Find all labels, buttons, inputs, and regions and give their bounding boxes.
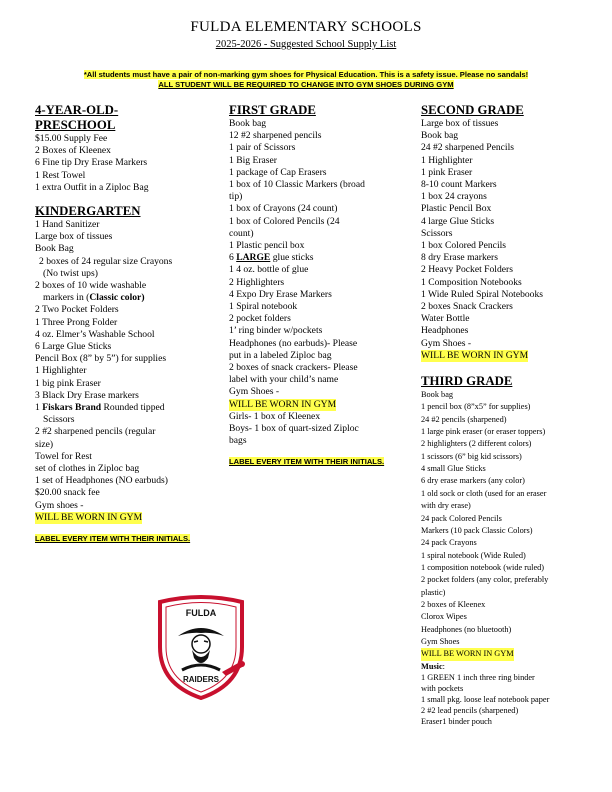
list-item: 2 Boxes of Kleenex bbox=[35, 145, 111, 157]
list-item: 2 boxes of 10 wide washable bbox=[35, 280, 147, 292]
label-instruction bbox=[229, 457, 409, 467]
list-item-continued: count) bbox=[229, 227, 254, 239]
list-item-continued: put in a labeled Ziploc bag bbox=[229, 349, 332, 361]
column-first-grade bbox=[229, 103, 409, 467]
list-item: Large box of tissues bbox=[421, 118, 499, 129]
list-item-continued: size) bbox=[35, 438, 54, 450]
list-item-continued bbox=[35, 292, 215, 304]
list-item: Gym Shoes - bbox=[229, 386, 280, 398]
list-item bbox=[35, 402, 215, 414]
list-item: 1 GREEN 1 inch three ring binder bbox=[421, 672, 535, 682]
list-item: Pencil Box (8” by 5”) for supplies bbox=[35, 353, 167, 365]
list-item: 2 pocket folders (any color, preferably bbox=[421, 575, 549, 585]
list-item: 1 Composition Notebooks bbox=[421, 276, 522, 288]
list-item: 1 pencil box (8”x5” for supplies) bbox=[421, 402, 531, 412]
fiskars-brand-text: Fiskars Brand bbox=[42, 402, 102, 414]
list-item: Headphones bbox=[421, 325, 469, 337]
list-item: 1 Spiral notebook bbox=[229, 301, 298, 313]
label-instruction bbox=[35, 534, 215, 544]
list-item: Plastic Pencil Box bbox=[421, 203, 492, 215]
list-item: 1 scissors (6” big kid scissors) bbox=[421, 451, 522, 461]
music-label: Music bbox=[421, 661, 443, 671]
list-item-text: 6 bbox=[229, 252, 237, 264]
list-item-continued: plastic) bbox=[421, 587, 446, 597]
list-item: set of clothes in Ziploc bag bbox=[35, 463, 140, 475]
list-item: 6 dry erase markers (any color) bbox=[421, 476, 525, 486]
list-item-continued: with dry erase) bbox=[421, 501, 471, 511]
list-item-continued: with pockets bbox=[421, 683, 464, 693]
logo-top-text: FULDA bbox=[185, 608, 217, 618]
list-item: 24 pack Colored Pencils bbox=[421, 513, 502, 523]
list-item: Headphones (no bluetooth) bbox=[421, 624, 512, 634]
list-item: 1 Wide Ruled Spiral Notebooks bbox=[421, 288, 544, 300]
list-item-text: glue sticks bbox=[270, 252, 314, 264]
list-item: $20.00 snack fee bbox=[35, 487, 100, 499]
label-instruction-text: LABEL EVERY ITEM WITH THEIR INITIALS. bbox=[35, 534, 191, 544]
list-item: 1 small pkg. loose leaf notebook paper bbox=[421, 694, 550, 704]
list-item: 2 boxes of Kleenex bbox=[421, 599, 486, 609]
list-item-text: markers in ( bbox=[43, 292, 90, 304]
list-item: 1 set of Headphones (NO earbuds) bbox=[35, 475, 168, 487]
list-item: Towel for Rest bbox=[35, 450, 92, 462]
list-item: 1 box of 10 Classic Markers (broad bbox=[229, 179, 365, 191]
kindergarten-heading: KINDERGARTEN bbox=[35, 204, 141, 219]
list-item: 6 Fine tip Dry Erase Markers bbox=[35, 157, 148, 169]
list-item: Girls- 1 box of Kleenex bbox=[229, 410, 321, 422]
list-item: Book Bag bbox=[35, 243, 74, 255]
list-item: 12 #2 sharpened pencils bbox=[229, 130, 322, 142]
list-item: $15.00 Supply Fee bbox=[35, 133, 108, 144]
list-item: 1 pink Eraser bbox=[421, 166, 473, 178]
list-item-continued: bags bbox=[229, 435, 247, 447]
list-item-continued: tip) bbox=[229, 191, 243, 203]
list-item-continued: Scissors bbox=[43, 414, 75, 426]
gym-shoe-notice-text: *All students must have a pair of non-marking gym shoes for Physical Education. This is a safety issue. Please no sandals! bbox=[83, 70, 529, 79]
list-item: 4 small Glue Sticks bbox=[421, 464, 486, 474]
third-grade-heading: THIRD GRADE bbox=[421, 374, 513, 389]
list-item: Scissors bbox=[421, 227, 453, 239]
list-item: 1 Plastic pencil box bbox=[229, 240, 305, 252]
list-item: 1 Rest Towel bbox=[35, 169, 86, 181]
list-item: Book bag bbox=[421, 130, 459, 142]
column-second-third-grade bbox=[421, 103, 601, 727]
gym-change-notice-text: ALL STUDENT WILL BE REQUIRED TO CHANGE INTO GYM SHOES DURING GYM bbox=[158, 80, 454, 89]
music-colon: : bbox=[442, 661, 445, 671]
preschool-heading-line1: 4-YEAR-OLD- bbox=[35, 103, 119, 117]
list-item: Eraser1 binder pouch bbox=[421, 716, 492, 726]
list-item: 1 box 24 crayons bbox=[421, 191, 487, 203]
list-item-text: Rounded tipped bbox=[101, 402, 165, 414]
page-subtitle: 2025-2026 - Suggested School Supply List bbox=[215, 39, 397, 50]
classic-color-text: Classic color) bbox=[89, 292, 145, 304]
list-item: 4 oz. Elmer’s Washable School bbox=[35, 328, 155, 340]
gym-shoe-notice bbox=[20, 70, 592, 79]
list-item: 1 Three Prong Folder bbox=[35, 316, 118, 328]
list-item: 24 #2 pencils (sharpened) bbox=[421, 414, 507, 424]
list-item-continued: (No twist ups) bbox=[43, 267, 98, 279]
list-item: 3 Black Dry Erase markers bbox=[35, 389, 139, 401]
list-item: 6 Large Glue Sticks bbox=[35, 341, 112, 353]
list-item-continued: label with your child’s name bbox=[229, 374, 339, 386]
list-item: 1 package of Cap Erasers bbox=[229, 166, 327, 178]
list-item: 2 highlighters (2 different colors) bbox=[421, 439, 532, 449]
list-item: 2 pocket folders bbox=[229, 313, 291, 325]
list-item: 8-10 count Markers bbox=[421, 179, 497, 191]
list-item: Gym Shoes - bbox=[421, 337, 472, 349]
list-item-text: 1 bbox=[35, 402, 43, 414]
list-item: 2 Two Pocket Folders bbox=[35, 304, 119, 316]
list-item: 24 #2 sharpened Pencils bbox=[421, 142, 514, 154]
list-item: 1 old sock or cloth (used for an eraser bbox=[421, 488, 547, 498]
list-item: 1 spiral notebook (Wide Ruled) bbox=[421, 550, 526, 560]
list-item: 1 big pink Eraser bbox=[35, 377, 101, 389]
list-item: 1 Highlighter bbox=[421, 154, 473, 166]
list-item: 1 box of Colored Pencils (24 bbox=[229, 215, 340, 227]
list-item: Water Bottle bbox=[421, 313, 470, 325]
list-item: 2 boxes of snack crackers- Please bbox=[229, 362, 358, 374]
worn-in-gym-highlight: WILL BE WORN IN GYM bbox=[35, 511, 143, 523]
fulda-raiders-shield-logo bbox=[152, 592, 250, 700]
list-item: 2 Heavy Pocket Folders bbox=[421, 264, 513, 276]
first-grade-heading: FIRST GRADE bbox=[229, 103, 316, 117]
list-item: 2 #2 sharpened pencils (regular bbox=[35, 426, 156, 438]
list-item: 4 Expo Dry Erase Markers bbox=[229, 288, 332, 300]
third-grade-list bbox=[421, 389, 601, 727]
column-preschool-kindergarten bbox=[35, 103, 215, 544]
list-item: 1 large pink eraser (or eraser toppers) bbox=[421, 427, 546, 437]
worn-in-gym-highlight: WILL BE WORN IN GYM bbox=[421, 349, 529, 361]
list-item: Gym shoes - bbox=[35, 499, 84, 511]
list-item: 1’ ring binder w/pockets bbox=[229, 325, 323, 337]
list-item: Gym Shoes bbox=[421, 636, 460, 646]
list-item: Book bag bbox=[421, 390, 454, 400]
worn-in-gym-highlight: WILL BE WORN IN GYM bbox=[229, 398, 337, 410]
list-item: 1 pair of Scissors bbox=[229, 142, 296, 154]
list-item: Clorox Wipes bbox=[421, 612, 467, 622]
label-instruction-text: LABEL EVERY ITEM WITH THEIR INITIALS. bbox=[229, 457, 385, 467]
list-item: 1 Hand Sanitizer bbox=[35, 219, 100, 231]
list-item: Book bag bbox=[229, 118, 267, 129]
preschool-heading-line2: PRESCHOOL bbox=[35, 118, 116, 132]
list-item: Boys- 1 box of quart-sized Ziploc bbox=[229, 423, 359, 435]
list-item: 2 boxes of 24 regular size Crayons bbox=[39, 255, 173, 267]
page-title: FULDA ELEMENTARY SCHOOLS bbox=[190, 19, 422, 35]
list-item: Headphones (no earbuds)- Please bbox=[229, 337, 358, 349]
list-item: Large box of tissues bbox=[35, 231, 113, 243]
list-item: 2 #2 lead pencils (sharpened) bbox=[421, 705, 519, 715]
worn-in-gym-highlight: WILL BE WORN IN GYM bbox=[421, 648, 514, 660]
list-item: 8 dry Erase markers bbox=[421, 252, 498, 264]
list-item: 1 4 oz. bottle of glue bbox=[229, 264, 309, 276]
list-item: 1 Big Eraser bbox=[229, 154, 277, 166]
list-item: 1 composition notebook (wide ruled) bbox=[421, 562, 545, 572]
list-item: 1 Highlighter bbox=[35, 365, 87, 377]
list-item: 1 extra Outfit in a Ziploc Bag bbox=[35, 181, 149, 193]
list-item: 2 Highlighters bbox=[229, 276, 285, 288]
list-item: 24 pack Crayons bbox=[421, 538, 477, 548]
list-item: 1 box of Crayons (24 count) bbox=[229, 203, 338, 215]
list-item bbox=[229, 252, 409, 264]
second-grade-heading: SECOND GRADE bbox=[421, 103, 524, 117]
large-emphasis-text: LARGE bbox=[236, 252, 271, 264]
gym-change-notice bbox=[20, 80, 592, 89]
list-item: 4 large Glue Sticks bbox=[421, 215, 495, 227]
list-item: Markers (10 pack Classic Colors) bbox=[421, 525, 533, 535]
list-item: 1 box Colored Pencils bbox=[421, 240, 507, 252]
list-item: 2 boxes Snack Crackers bbox=[421, 301, 513, 313]
logo-bottom-text: RAIDERS bbox=[182, 675, 220, 684]
